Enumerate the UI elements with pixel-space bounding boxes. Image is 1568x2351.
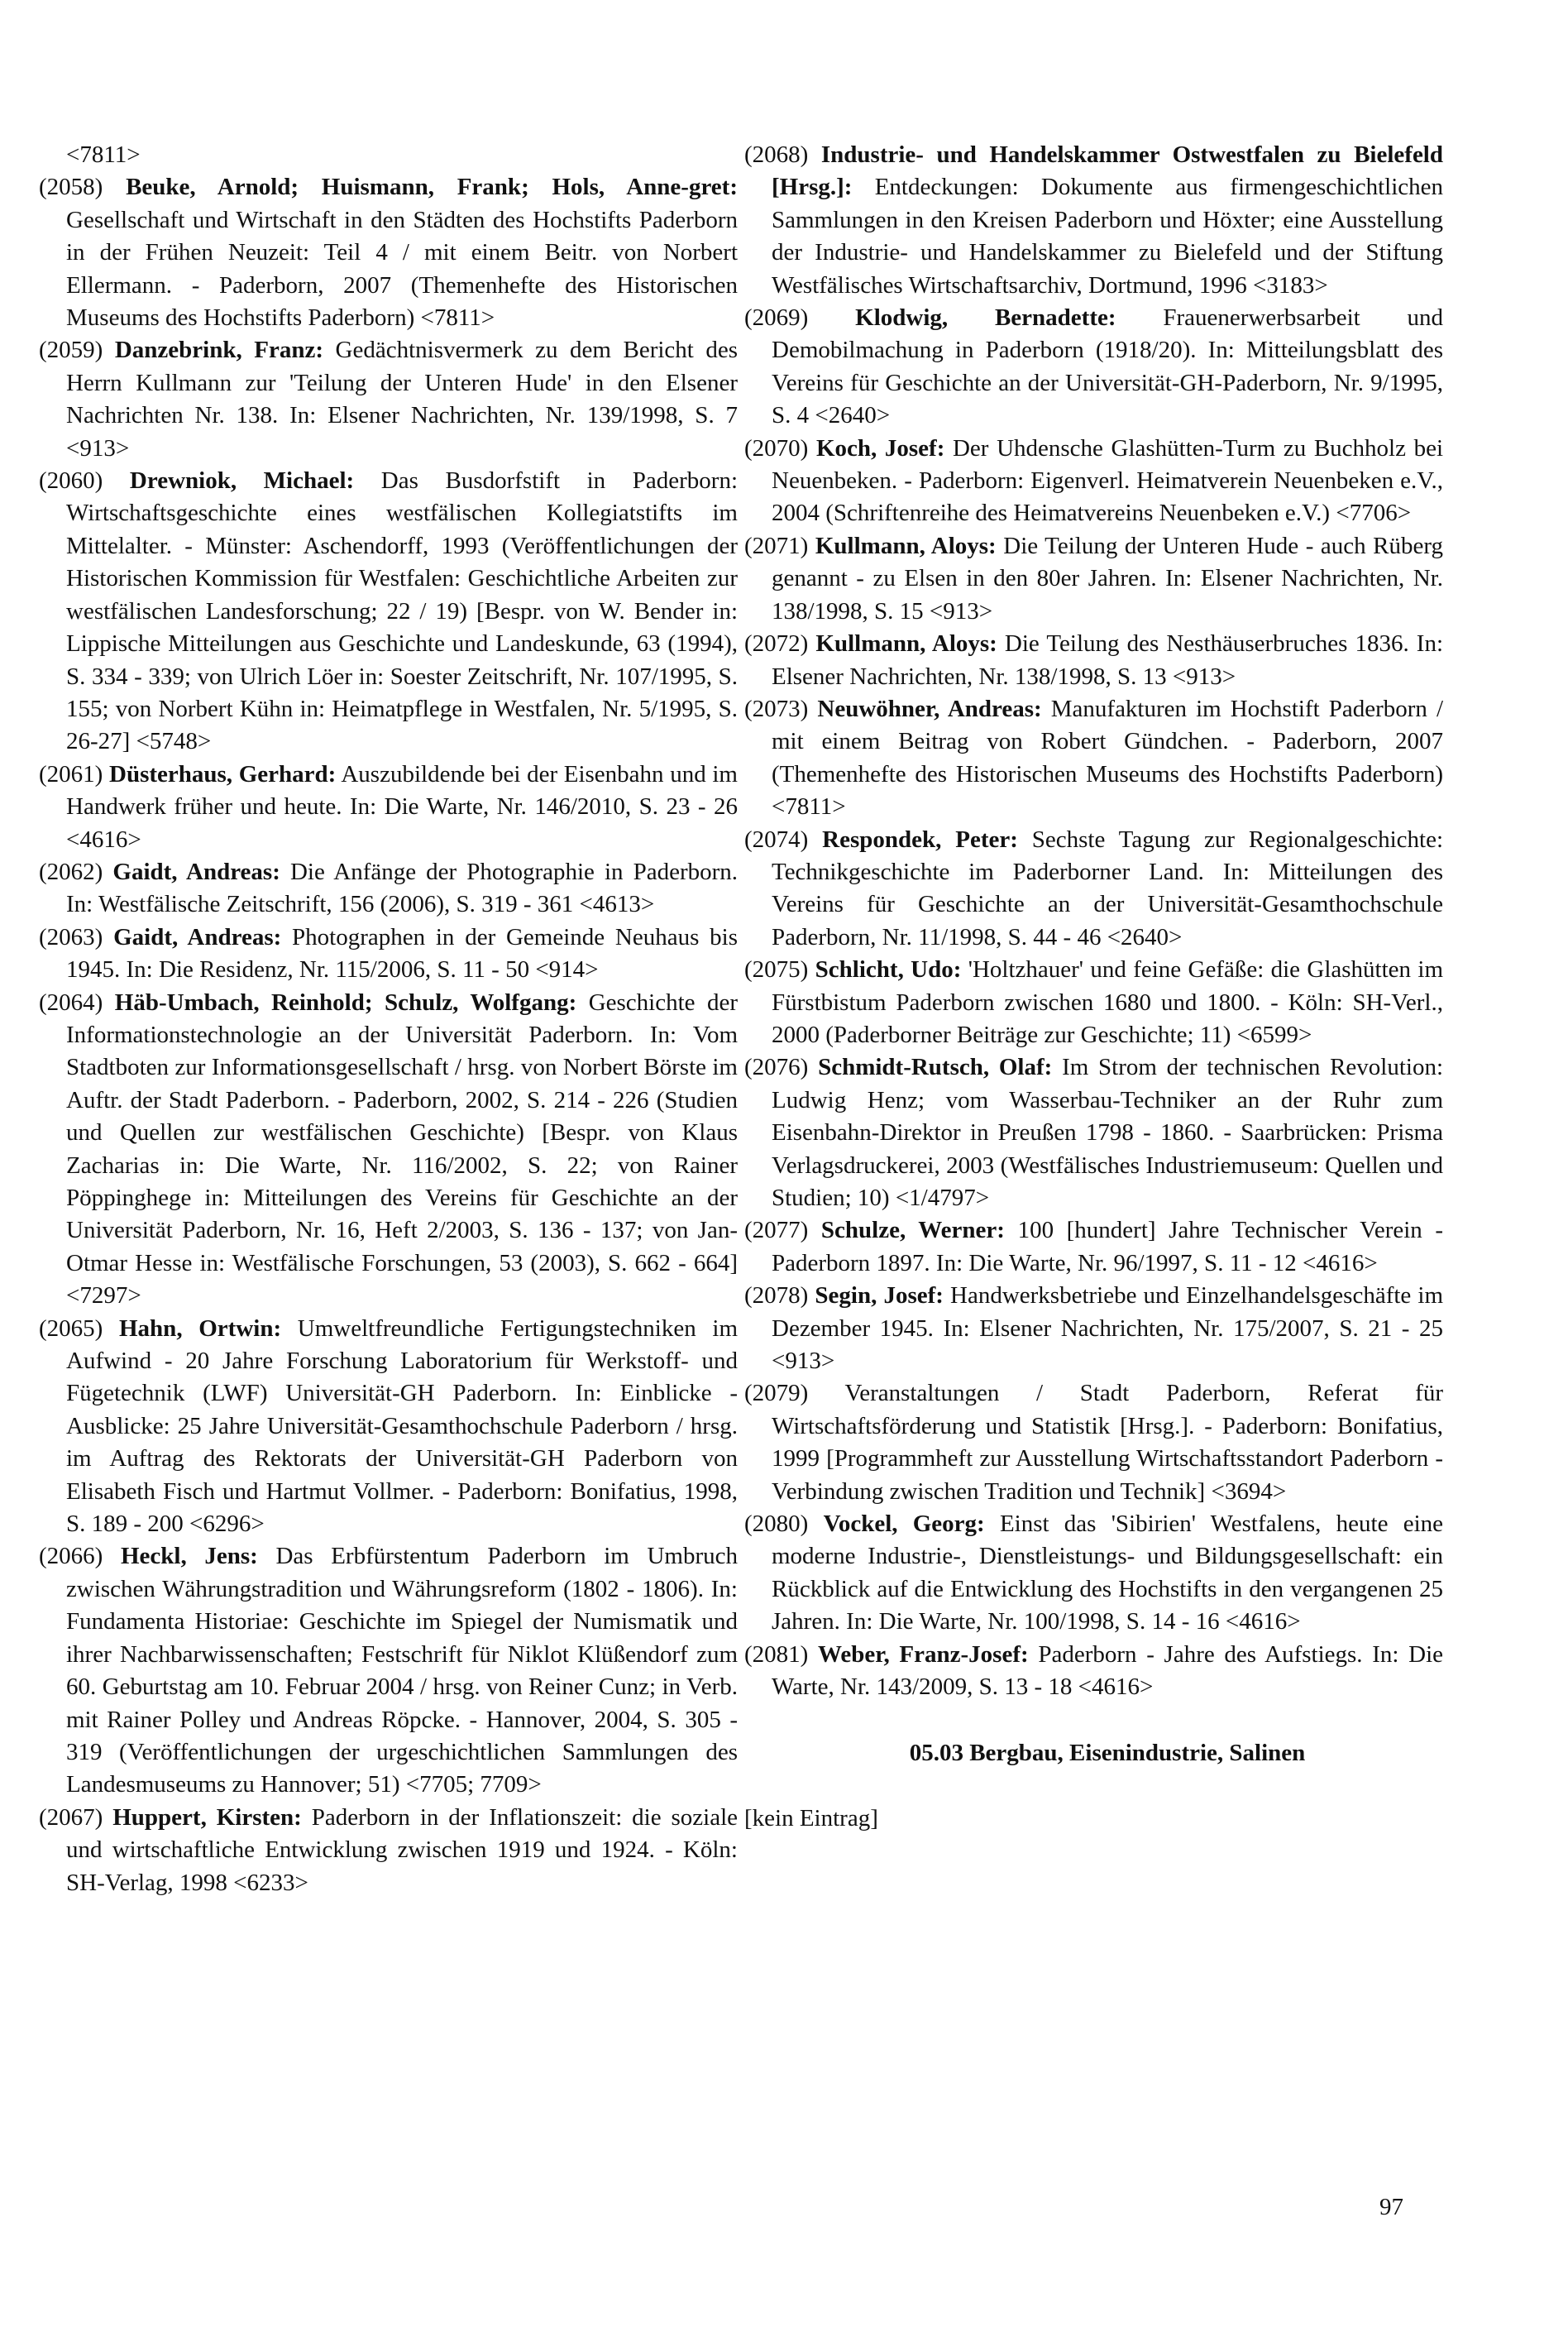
entry-text: 100 [hundert] Jahre Technischer Verein - Paderborn 1897. In: Die Warte, Nr. 96/1997, S. 11 - 12 <4616> [772, 1217, 1444, 1276]
entry-number: (2069) [744, 304, 809, 332]
entry-text: Paderborn in der Inflationszeit: die soziale und wirtschaftliche Entwicklung zwischen 1919 und 1924. - Köln: SH-Verlag, 1998 <6233> [66, 1803, 739, 1896]
entry-number: (2058) [39, 174, 103, 201]
entry-text: Gesellschaft und Wirtschaft in den Städten des Hochstifts Paderborn in der Frühen Neuzeit: Teil 4 / mit einem Beitr. von Norbert Ellermann. - Paderborn, 2007 (Themenhefte des Historischen Museums des Hochstifts Paderborn) <7811> [66, 206, 738, 332]
entry-text: Sechste Tagung zur Regionalgeschichte: Technikgeschichte im Paderborner Land. In: Mitteilungen des Vereins für Geschichte an der Universität-Gesamthochschule Paderborn, Nr. 11/1998, S. 44 - 46 <2640> [772, 826, 1444, 950]
entry-author: Neuwöhner, Andreas: [817, 695, 1042, 722]
entry-number: (2071) [744, 532, 809, 559]
bibliography-entry-2081 [744, 1639, 1443, 1704]
entry-author: Koch, Josef: [815, 434, 945, 462]
entry-number: (2075) [744, 956, 809, 984]
bibliography-entry-2078 [744, 1280, 1443, 1377]
entry-number: (2072) [744, 630, 809, 658]
entry-text: Das Busdorfstift in Paderborn: Wirtschaftsgeschichte eines westfälischen Kollegiatstifts im Mittelalter. - Münster: Aschendorff, 1993 (Veröffentlichungen der Historischen Kommission für Westfalen: Geschichtliche Arbeiten zur westfälischen Landesforschung; 22 / 19) [Bespr. von W. Bender in: Lippische Mitteilungen aus Geschichte und Landeskunde, 63 (1994), S. 334 - 339; von Ulrich Löer in: Soester Zeitschrift, Nr. 107/1995, S. 155; von Norbert Kühn in: Heimatpflege in Westfalen, Nr. 5/1995, S. 26-27] <5748> [66, 467, 739, 755]
bibliography-entry-2070 [744, 433, 1443, 530]
entry-text: Der Uhdensche Glashütten-Turm zu Buchholz bei Neuenbeken. - Paderborn: Eigenverl. Heimatverein Neuenbeken e.V., 2004 (Schriftenreihe des Heimatvereins Neuenbeken e.V.) <7706> [772, 434, 1444, 527]
entry-author: Gaidt, Andreas: [112, 858, 280, 885]
bibliography-entry-2072 [744, 628, 1443, 693]
entry-author: Kullmann, Aloys: [815, 532, 997, 559]
entry-author: Kullmann, Aloys: [815, 630, 997, 658]
entry-text: Die Anfänge der Photographie in Paderborn. In: Westfälische Zeitschrift, 156 (2006), S. 319 - 361 <4613> [66, 858, 739, 918]
bibliography-entry-2073 [744, 693, 1443, 824]
bibliography-entry-2079 [744, 1377, 1443, 1508]
page-number: 97 [1379, 2194, 1403, 2220]
bibliography-entry-2069 [744, 302, 1443, 433]
left-column [39, 139, 738, 1899]
entry-author: Gaidt, Andreas: [113, 923, 282, 950]
entry-number: (2059) [39, 337, 103, 364]
entry-text: Entdeckungen: Dokumente aus firmengeschichtlichen Sammlungen in den Kreisen Paderborn und Höxter; eine Ausstellung der Industrie- und Handelskammer zu Bielefeld und der Stiftung Westfälisches Wirtschaftsarchiv, Dortmund, 1996 <3183> [772, 174, 1443, 299]
bibliography-entry-2064 [39, 987, 738, 1313]
entry-text: 'Holtzhauer' und feine Gefäße: die Glashütten im Fürstbistum Paderborn zwischen 1680 und 1800. - Köln: SH-Verl., 2000 (Paderborner Beiträge zur Geschichte; 11) <6599> [772, 956, 1443, 1048]
bibliography-entry-2059 [39, 334, 738, 465]
entry-text: Die Teilung des Nesthäuserbruches 1836. In: Elsener Nachrichten, Nr. 138/1998, S. 13 <913> [772, 630, 1443, 690]
entry-text: Gedächtnisvermerk zu dem Bericht des Herrn Kullmann zur 'Teilung der Unteren Hude' in den Elsener Nachrichten Nr. 138. In: Elsener Nachrichten, Nr. 139/1998, S. 7 <913> [66, 337, 739, 462]
entry-number: (2066) [39, 1543, 103, 1570]
carryover-reference: <7811> [66, 141, 141, 168]
entry-text: Photographen in der Gemeinde Neuhaus bis 1945. In: Die Residenz, Nr. 115/2006, S. 11 - 50 <914> [66, 923, 738, 984]
entry-author: Hahn, Ortwin: [119, 1314, 282, 1342]
entry-number: (2077) [744, 1217, 809, 1244]
entry-author: Segin, Josef: [815, 1282, 944, 1310]
entry-number: (2060) [39, 467, 103, 495]
entry-author: Industrie- und Handelskammer Ostwestfalen zu Bielefeld [Hrsg.]: [772, 141, 1443, 201]
entry-text: Im Strom der technischen Revolution: Ludwig Henz; vom Wasserbau-Techniker an der Ruhr zum Eisenbahn-Direktor in Preußen 1798 - 1860. - Saarbrücken: Prisma Verlagsdruckerei, 2003 (Westfälisches Industriemuseum: Quellen und Studien; 10) <1/4797> [772, 1054, 1444, 1211]
bibliography-entry-2071 [744, 530, 1443, 628]
entry-author: Vockel, Georg: [823, 1511, 985, 1538]
bibliography-entry-2075 [744, 954, 1443, 1051]
entry-number: (2081) [744, 1640, 809, 1668]
right-column [744, 139, 1443, 1835]
bibliography-entry-2060 [39, 465, 738, 759]
bibliography-entry-2080 [744, 1508, 1443, 1639]
bibliography-entry-2068 [744, 139, 1443, 302]
entry-text: Frauenerwerbsarbeit und Demobilmachung in Paderborn (1918/20). In: Mitteilungsblatt des Vereins für Geschichte an der Universität-GH-Paderborn, Nr. 9/1995, S. 4 <2640> [772, 304, 1444, 429]
entry-author: Danzebrink, Franz: [114, 337, 324, 364]
entry-text: Paderborn - Jahre des Aufstiegs. In: Die Warte, Nr. 143/2009, S. 13 - 18 <4616> [772, 1640, 1444, 1701]
entry-author: Huppert, Kirsten: [112, 1803, 302, 1831]
entry-number: (2074) [744, 826, 809, 853]
entry-number: (2064) [39, 989, 103, 1016]
entry-author: Beuke, Arnold; Huismann, Frank; Hols, Anne-gret: [126, 174, 738, 201]
entry-text: Einst das 'Sibirien' Westfalens, heute eine moderne Industrie-, Dienstleistungs- und Bildungsgesellschaft: ein Rückblick auf die Entwicklung des Hochstifts in den vergangenen 25 Jahren. In: Die Warte, Nr. 100/1998, S. 14 - 16 <4616> [772, 1511, 1443, 1635]
entry-number: (2068) [744, 141, 809, 168]
entry-number: (2078) [744, 1282, 809, 1310]
entry-text: Das Erbfürstentum Paderborn im Umbruch zwischen Währungstradition und Währungsreform (1802 - 1806). In: Fundamenta Historiae: Geschichte im Spiegel der Numismatik und ihrer Nachbarwissenschaften; Festschrift für Niklot Klüßendorf zum 60. Geburtstag am 10. Februar 2004 / hrsg. von Reiner Cunz; in Verb. mit Rainer Polley und Andreas Röpcke. - Hannover, 2004, S. 305 - 319 (Veröffentlichungen der urgeschichtlichen Sammlungen des Landesmuseums zu Hannover; 51) <7705; 7709> [66, 1543, 739, 1798]
entry-text: Auszubildende bei der Eisenbahn und im Handwerk früher und heute. In: Die Warte, Nr. 146/2010, S. 23 - 26 <4616> [66, 760, 738, 853]
entry-number: (2065) [39, 1314, 103, 1342]
bibliography-entry-2074 [744, 824, 1443, 955]
bibliography-entry-2065 [39, 1313, 738, 1541]
entry-author: Drewniok, Michael: [129, 467, 355, 495]
section-heading: 05.03 Bergbau, Eisenindustrie, Salinen [909, 1739, 1306, 1766]
bibliography-entry-2063 [39, 922, 738, 987]
entry-author: Respondek, Peter: [822, 826, 1018, 853]
entry-number: (2070) [744, 434, 809, 462]
entry-author: Schlicht, Udo: [815, 956, 962, 984]
entry-number: (2076) [744, 1054, 809, 1081]
entry-number: (2073) [744, 695, 809, 722]
entry-author: Heckl, Jens: [120, 1543, 258, 1570]
bibliography-entry-2062 [39, 856, 738, 922]
entry-text: Geschichte der Informationstechnologie an der Universität Paderborn. In: Vom Stadtboten zur Informationsgesellschaft / hrsg. von Norbert Börste im Auftr. der Stadt Paderborn. - Paderborn, 2002, S. 214 - 226 (Studien und Quellen zur westfälischen Geschichte) [Bespr. von Klaus Zacharias in: Die Warte, Nr. 116/2002, S. 22; von Rainer Pöppinghege in: Mitteilungen des Vereins für Geschichte an der Universität Paderborn, Nr. 16, Heft 2/2003, S. 136 - 137; von Jan-Otmar Hesse in: Westfälische Forschungen, 53 (2003), S. 662 - 664] <7297> [66, 989, 739, 1310]
entry-text: Veranstaltungen / Stadt Paderborn, Referat für Wirtschaftsförderung und Statistik [Hrsg.]. - Paderborn: Bonifatius, 1999 [Programmheft zur Ausstellung Wirtschaftsstandort Paderborn - Verbindung zwischen Tradition und Technik] <3694> [772, 1380, 1443, 1505]
entry-number: (2067) [39, 1803, 103, 1831]
bibliography-entry-2058 [39, 171, 738, 334]
entry-author: Weber, Franz-Josef: [818, 1640, 1029, 1668]
bibliography-entry-2076 [744, 1051, 1443, 1214]
entry-text: Die Teilung der Unteren Hude - auch Rüberg genannt - zu Elsen in den 80er Jahren. In: Elsener Nachrichten, Nr. 138/1998, S. 15 <913> [772, 532, 1444, 625]
entry-author: Häb-Umbach, Reinhold; Schulz, Wolfgang: [114, 989, 577, 1016]
entry-author: Schmidt-Rutsch, Olaf: [818, 1054, 1053, 1081]
entry-text: Handwerksbetriebe und Einzelhandelsgeschäfte im Dezember 1945. In: Elsener Nachrichten, Nr. 175/2007, S. 21 - 25 <913> [772, 1282, 1443, 1375]
entry-number: (2080) [744, 1511, 809, 1538]
entry-author: Klodwig, Bernadette: [855, 304, 1116, 332]
bibliography-entry-2067 [39, 1802, 738, 1899]
section-empty-note: [kein Eintrag] [744, 1804, 878, 1831]
entry-author: Düsterhaus, Gerhard: [109, 760, 337, 788]
entry-text: Manufakturen im Hochstift Paderborn / mit einem Beitrag von Robert Gündchen. - Paderborn, 2007 (Themenhefte des Historischen Museums des Hochstifts Paderborn) <7811> [772, 695, 1444, 821]
entry-number: (2062) [39, 858, 103, 885]
entry-text: Umweltfreundliche Fertigungstechniken im Aufwind - 20 Jahre Forschung Laboratorium für Werkstoff- und Fügetechnik (LWF) Universität-GH Paderborn. In: Einblicke - Ausblicke: 25 Jahre Universität-Gesamthochschule Paderborn / hrsg. im Auftrag des Rektorats der Universität-GH Paderborn von Elisabeth Fisch und Hartmut Vollmer. - Paderborn: Bonifatius, 1998, S. 189 - 200 <6296> [66, 1314, 738, 1538]
bibliography-entry-2061 [39, 759, 738, 856]
entry-number: (2079) [744, 1380, 809, 1407]
entry-author: Schulze, Werner: [820, 1217, 1005, 1244]
entry-number: (2063) [39, 923, 103, 950]
bibliography-entry-2066 [39, 1540, 738, 1801]
entry-number: (2061) [39, 760, 103, 788]
bibliography-entry-2077 [744, 1214, 1443, 1280]
